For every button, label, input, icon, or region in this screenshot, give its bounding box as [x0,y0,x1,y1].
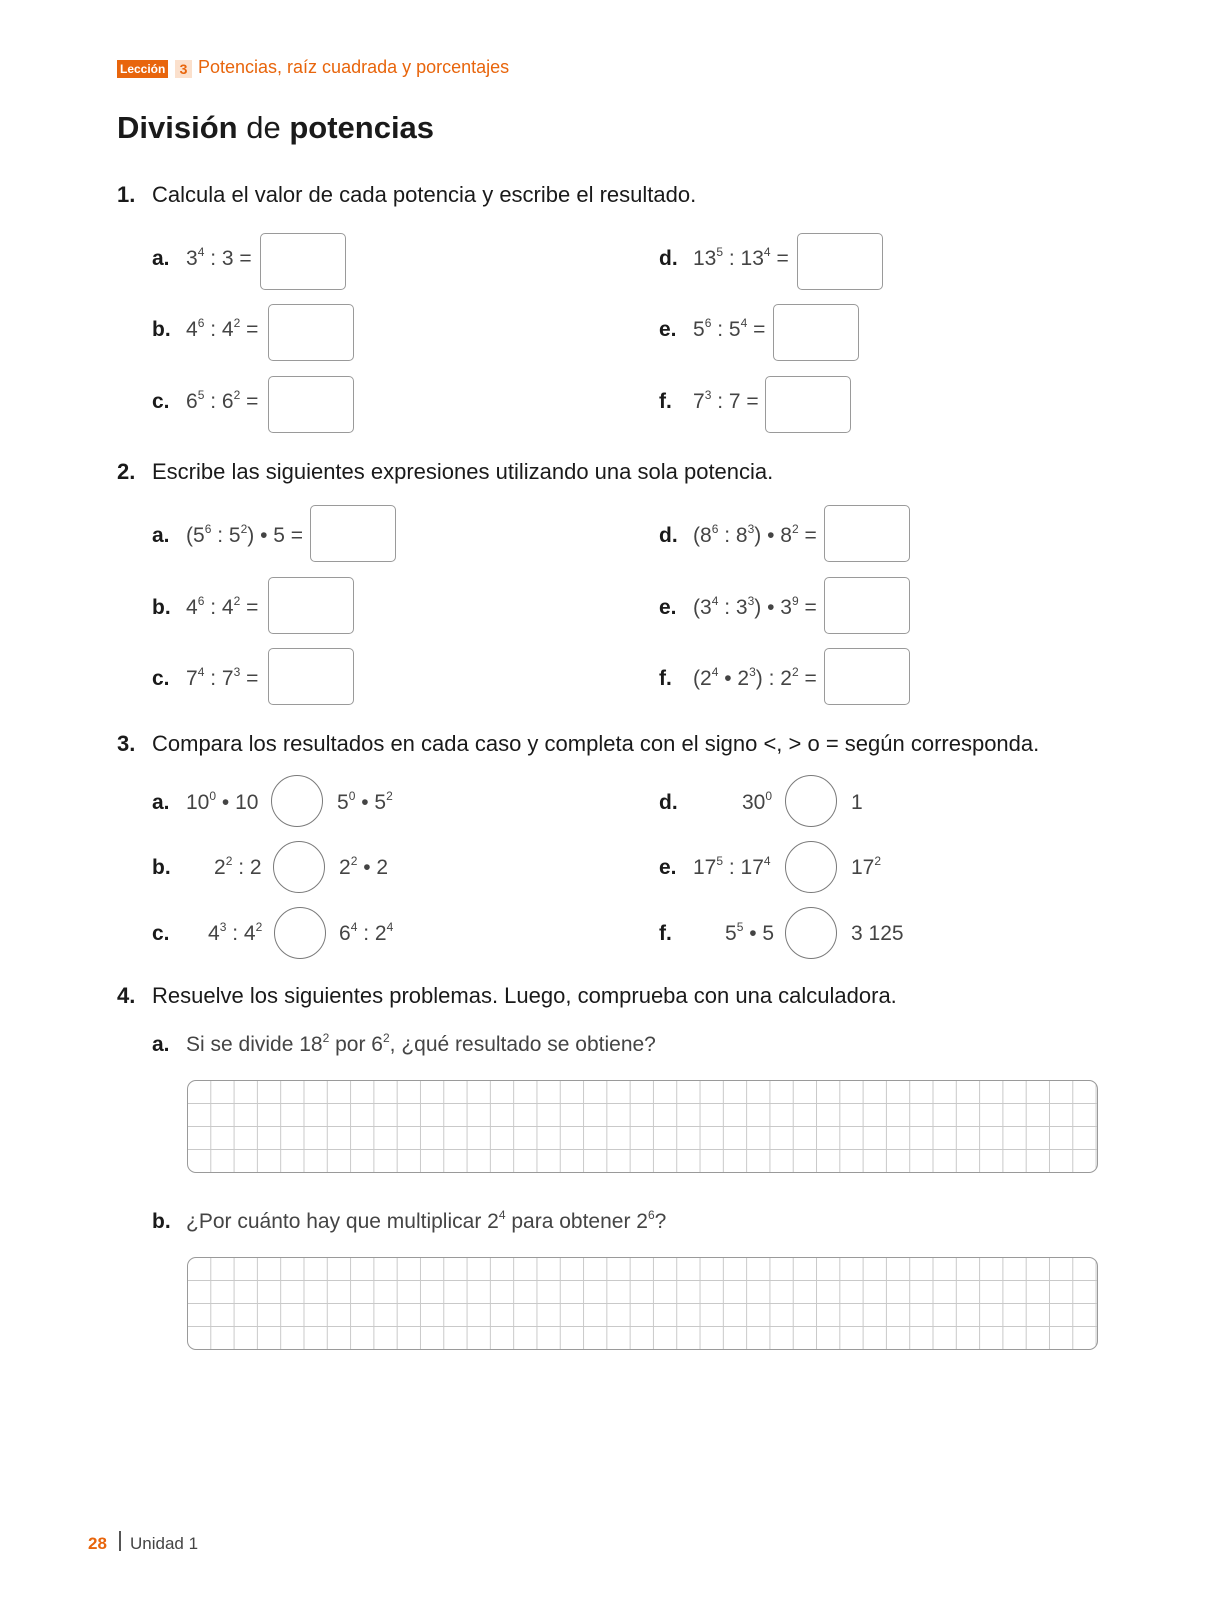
ex1-letter-a: a. [152,247,170,270]
lesson-tag: Lección [117,60,168,78]
exercise-1-instruction: Calcula el valor de cada potencia y escribe el resultado. [152,182,697,207]
title-part1: División [117,110,238,145]
exercise-4-instruction: Resuelve los siguientes problemas. Luego, comprueba con una calculadora. [152,983,897,1008]
title-part3: potencias [289,110,435,145]
ex3-right-e: $17^2$ [851,854,882,879]
ex1-expr-c: $6^5$ : $6^2$ = [186,388,259,413]
ex2-letter-e: e. [659,596,677,619]
ex1-answer-box-d[interactable] [797,233,883,290]
ex2-answer-box-f[interactable] [824,648,910,705]
unit-label: Unidad 1 [130,1534,199,1553]
ex1-expr-f: $7^3$ : 7 = [693,388,759,413]
exercise-2-number: 2. [117,459,136,484]
ex3-compare-circle-e[interactable] [785,841,837,893]
lesson-number: 3 [175,60,192,78]
ex2-letter-c: c. [152,667,170,690]
ex1-letter-f: f. [659,390,672,413]
ex2-expr-d: ($8^6$ : $8^3$) • $8^2$ = [693,522,817,547]
ex1-answer-box-f[interactable] [765,376,851,433]
ex1-letter-c: c. [152,390,170,413]
ex1-expr-b: $4^6$ : $4^2$ = [186,316,259,341]
ex2-letter-b: b. [152,596,171,619]
ex3-compare-circle-c[interactable] [274,907,326,959]
ex2-expr-e: ($3^4$ : $3^3$) • $3^9$ = [693,594,817,619]
ex1-answer-box-b[interactable] [268,304,354,361]
ex3-compare-circle-d[interactable] [785,775,837,827]
ex2-letter-f: f. [659,667,672,690]
ex3-letter-c: c. [152,922,170,945]
ex3-letter-d: d. [659,791,678,814]
ex3-letter-b: b. [152,856,171,879]
ex3-right-b: $2^2$ • 2 [339,854,389,879]
exercise-3-number: 3. [117,731,136,756]
ex3-right-d: 1 [851,791,863,814]
ex3-left-e: $17^5$ : $17^4$ [693,854,771,879]
ex4-grid-answer-b[interactable] [187,1257,1098,1350]
exercise-3-instruction: Compara los resultados en cada caso y completa con el signo <, > o = según corresponda. [152,731,1040,756]
ex2-answer-box-e[interactable] [824,577,910,634]
ex3-right-c: $6^4$ : $2^4$ [339,920,394,945]
ex4-letter-b: b. [152,1210,171,1233]
ex2-expr-f: ($2^4$ • $2^3$) : $2^2$ = [693,665,817,690]
ex3-compare-circle-a[interactable] [271,775,323,827]
exercise-4-number: 4. [117,983,136,1008]
lesson-title: Potencias, raíz cuadrada y porcentajes [198,57,510,77]
ex3-left-d: $30^0$ [742,789,773,814]
ex4-letter-a: a. [152,1033,170,1056]
title-part2: de [246,110,281,145]
exercise-2-instruction: Escribe las siguientes expresiones utilizando una sola potencia. [152,459,774,484]
ex4-text-b: ¿Por cuánto hay que multiplicar $2^4$ para obtener $2^6$? [186,1208,667,1233]
ex1-expr-d: $13^5$ : $13^4$ = [693,245,789,270]
ex3-compare-circle-f[interactable] [785,907,837,959]
ex1-expr-e: $5^6$ : $5^4$ = [693,316,766,341]
ex3-letter-a: a. [152,791,170,814]
ex2-expr-c: $7^4$ : $7^3$ = [186,665,259,690]
page-title [117,110,434,146]
ex4-text-a: Si se divide $18^2$ por $6^2$, ¿qué resultado se obtiene? [186,1031,656,1056]
exercise-1-number: 1. [117,182,136,207]
ex3-letter-e: e. [659,856,677,879]
ex2-answer-box-d[interactable] [824,505,910,562]
ex2-letter-d: d. [659,524,678,547]
ex2-answer-box-c[interactable] [268,648,354,705]
ex3-compare-circle-b[interactable] [273,841,325,893]
ex1-letter-e: e. [659,318,677,341]
ex1-expr-a: $3^4$ : 3 = [186,245,252,270]
ex3-left-a: $10^0$ • 10 [186,789,259,814]
ex2-expr-a: ($5^6$ : $5^2$) • 5 = [186,522,304,547]
ex3-left-f: $5^5$ • 5 [725,920,775,945]
ex2-expr-b: $4^6$ : $4^2$ = [186,594,259,619]
ex4-grid-answer-a[interactable] [187,1080,1098,1173]
ex2-letter-a: a. [152,524,170,547]
ex1-letter-b: b. [152,318,171,341]
ex3-right-a: $5^0$ • $5^2$ [337,789,393,814]
ex1-answer-box-e[interactable] [773,304,859,361]
ex3-right-f: 3 125 [851,922,904,945]
ex3-left-c: $4^3$ : $4^2$ [208,920,263,945]
ex2-answer-box-a[interactable] [310,505,396,562]
ex3-left-b: $2^2$ : 2 [214,854,262,879]
ex3-letter-f: f. [659,922,672,945]
ex2-answer-box-b[interactable] [268,577,354,634]
page-number: 28 [88,1534,107,1553]
ex1-answer-box-c[interactable] [268,376,354,433]
ex1-letter-d: d. [659,247,678,270]
footer-divider [119,1531,121,1551]
ex1-answer-box-a[interactable] [260,233,346,290]
